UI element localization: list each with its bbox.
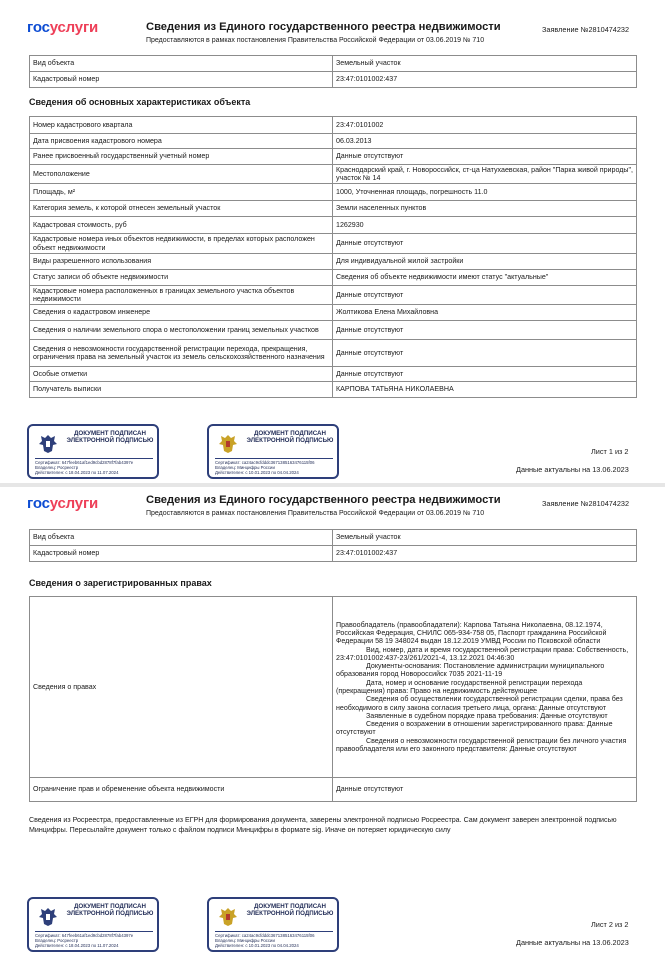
document-title: Сведения из Единого государственного реестра недвижимости — [146, 494, 501, 506]
rights-paragraph: Сведения о возражении в отношении зарегистрированного права: Данные отсутствуют — [336, 720, 613, 737]
row-value: Данные отсутствуют — [333, 367, 637, 382]
row-label: Сведения о правах — [30, 597, 333, 778]
statement-number: Заявление №2810474232 — [542, 499, 630, 508]
stamp-validity: Действителен: с 10.01.2023 по 04.04.2024 — [215, 943, 299, 948]
table-row — [30, 382, 637, 398]
row-value: Земельный участок — [333, 56, 637, 72]
row-value: 1262930 — [333, 217, 637, 234]
row-value: Жолтикова Елена Михайловна — [333, 305, 637, 321]
table-row — [30, 72, 637, 88]
row-label: Вид объекта — [30, 56, 333, 72]
row-label: Номер кадастрового квартала — [30, 117, 333, 134]
russian-coat-of-arms-icon — [216, 905, 240, 929]
sheet-number: Лист 2 из 2 — [591, 920, 629, 929]
row-value: 1000, Уточненная площадь, погрешность 11.0 — [333, 184, 637, 201]
row-label: Кадастровые номера иных объектов недвижимости, в пределах которых расположен объект недвижимости — [30, 234, 333, 254]
table-row — [30, 546, 637, 562]
characteristics-table — [29, 116, 637, 398]
row-value: Данные отсутствуют — [333, 778, 637, 802]
stamp-divider — [35, 458, 153, 459]
row-value: Земельный участок — [333, 530, 637, 546]
stamp-divider — [215, 931, 333, 932]
row-label: Дата присвоения кадастрового номера — [30, 134, 333, 149]
logo-part-gos: гос — [27, 495, 50, 512]
signature-notice: Сведения из Росреестра, предоставленные из ЕГРН для формирования документа, заверены электронной подписью Росреестра. Сам документ заверен электронной подписью Минцифры. Пересылайте документ только с файлом подписи Минцифры в формате sig. Иначе он потеряет юридическую силу — [29, 816, 617, 834]
document-subtitle: Предоставляются в рамках постановления Правительства Российской Федерации от 03.06.2019 № 710 — [146, 37, 485, 44]
stamp-owner: Владелец: Минцифры России — [215, 938, 275, 943]
row-label: Сведения о невозможности государственной регистрации перехода, прекращения, ограничения права на земельный участок из земель сельскохозяйственного назначения — [30, 340, 333, 367]
table-row — [30, 201, 637, 217]
row-label: Ранее присвоенный государственный учетный номер — [30, 149, 333, 165]
row-value: КАРПОВА ТАТЬЯНА НИКОЛАЕВНА — [333, 382, 637, 398]
table-row — [30, 597, 637, 778]
table-row — [30, 234, 637, 254]
object-id-table — [29, 529, 637, 562]
rights-table — [29, 596, 637, 802]
row-value: Краснодарский край, г. Новороссийск, ст-ца Натухаевская, район "Парка живой природы", участок № 14 — [333, 165, 637, 184]
stamp-validity: Действителен: с 10.01.2023 по 04.04.2024 — [215, 470, 299, 475]
stamp-text: ДОКУМЕНТ ПОДПИСАН ЭЛЕКТРОННОЙ ПОДПИСЬЮ — [66, 903, 154, 917]
rights-paragraph: Сведения о невозможности государственной регистрации без личного участия правообладателя или его законного представителя: Данные отсутствуют — [336, 736, 627, 754]
rights-paragraph: Вид, номер, дата и время государственной регистрации права: Собственность, 23:47:0101002:437-23/261/2021-4, 13.12.2021 04:46:30 — [336, 645, 629, 662]
stamp-validity: Действителен: с 18.04.2023 по 11.07.2024 — [35, 470, 119, 475]
row-value: Данные отсутствуют — [333, 321, 637, 340]
gosuslugi-logo — [27, 495, 98, 512]
row-label: Сведения о наличии земельного спора о местоположении границ земельных участков — [30, 321, 333, 340]
row-value: 06.03.2013 — [333, 134, 637, 149]
object-id-table — [29, 55, 637, 88]
row-label: Получатель выписки — [30, 382, 333, 398]
section-title-characteristics: Сведения об основных характеристиках объекта — [29, 97, 251, 107]
row-value: Сведения об объекте недвижимости имеют статус "актуальные" — [333, 270, 637, 286]
mincifry-signature-stamp — [207, 897, 339, 952]
section-title-rights: Сведения о зарегистрированных правах — [29, 578, 212, 588]
stamp-text: ДОКУМЕНТ ПОДПИСАН ЭЛЕКТРОННОЙ ПОДПИСЬЮ — [246, 903, 334, 917]
table-row — [30, 165, 637, 184]
row-value: Данные отсутствуют — [333, 286, 637, 305]
row-label: Кадастровые номера расположенных в границах земельного участка объектов недвижимости — [30, 286, 333, 305]
row-label: Виды разрешенного использования — [30, 254, 333, 270]
table-row — [30, 56, 637, 72]
stamp-certificate: Сертификат: 647feeb61af1ed9cbd2878f7fab4397e — [35, 933, 134, 938]
rosreestr-signature-stamp — [27, 424, 159, 479]
table-row — [30, 778, 637, 802]
row-label: Кадастровая стоимость, руб — [30, 217, 333, 234]
data-actual-date: Данные актуальны на 13.06.2023 — [516, 465, 629, 474]
rights-paragraph: Дата, номер и основание государственной регистрации перехода (прекращения) права: Право на недвижимость действующее — [336, 678, 583, 695]
row-label: Категория земель, к которой отнесен земельный участок — [30, 201, 333, 217]
rosreestr-signature-stamp — [27, 897, 159, 952]
table-row — [30, 217, 637, 234]
stamp-divider — [35, 931, 153, 932]
row-value: Данные отсутствуют — [333, 340, 637, 367]
row-label: Кадастровый номер — [30, 546, 333, 562]
mincifry-signature-stamp — [207, 424, 339, 479]
row-label: Вид объекта — [30, 530, 333, 546]
stamp-validity: Действителен: с 18.04.2023 по 11.07.2024 — [35, 943, 119, 948]
stamp-certificate: Сертификат: ca24ac9cfdddc3671385163476115f06 — [215, 460, 315, 465]
table-row — [30, 286, 637, 305]
russian-coat-of-arms-icon — [36, 432, 60, 456]
table-row — [30, 321, 637, 340]
row-value: 23:47:0101002:437 — [333, 546, 637, 562]
data-actual-date: Данные актуальны на 13.06.2023 — [516, 938, 629, 947]
logo-part-uslugi: услуги — [49, 19, 99, 36]
stamp-owner: Владелец: Минцифры России — [215, 465, 275, 470]
logo-part-uslugi: услуги — [49, 495, 99, 512]
document-page-2 — [0, 487, 665, 960]
table-row — [30, 149, 637, 165]
table-row — [30, 184, 637, 201]
stamp-certificate: Сертификат: ca24ac9cfdddc3671385163476115f06 — [215, 933, 315, 938]
row-label: Местоположение — [30, 165, 333, 184]
table-row — [30, 254, 637, 270]
row-label: Особые отметки — [30, 367, 333, 382]
stamp-text: ДОКУМЕНТ ПОДПИСАН ЭЛЕКТРОННОЙ ПОДПИСЬЮ — [246, 430, 334, 444]
russian-coat-of-arms-icon — [36, 905, 60, 929]
row-label: Площадь, м² — [30, 184, 333, 201]
document-subtitle: Предоставляются в рамках постановления Правительства Российской Федерации от 03.06.2019 № 710 — [146, 510, 485, 517]
stamp-owner: Владелец: Росреестр — [35, 938, 79, 943]
row-value: Данные отсутствуют — [333, 149, 637, 165]
russian-coat-of-arms-icon — [216, 432, 240, 456]
document-title: Сведения из Единого государственного реестра недвижимости — [146, 21, 501, 33]
row-label: Кадастровый номер — [30, 72, 333, 88]
table-row — [30, 117, 637, 134]
table-row — [30, 530, 637, 546]
stamp-certificate: Сертификат: 647feeb61af1ed9cbd2878f7fab4397e — [35, 460, 134, 465]
table-row — [30, 270, 637, 286]
stamp-text: ДОКУМЕНТ ПОДПИСАН ЭЛЕКТРОННОЙ ПОДПИСЬЮ — [66, 430, 154, 444]
gosuslugi-logo — [27, 19, 98, 36]
table-row — [30, 134, 637, 149]
stamp-divider — [215, 458, 333, 459]
statement-number: Заявление №2810474232 — [542, 25, 630, 34]
row-label: Сведения о кадастровом инженере — [30, 305, 333, 321]
row-value: Для индивидуальной жилой застройки — [333, 254, 637, 270]
sheet-number: Лист 1 из 2 — [591, 447, 629, 456]
table-row — [30, 305, 637, 321]
stamp-owner: Владелец: Росреестр — [35, 465, 79, 470]
row-value: Данные отсутствуют — [333, 234, 637, 254]
rights-details — [333, 597, 637, 778]
logo-part-gos: гос — [27, 19, 50, 36]
row-label: Статус записи об объекте недвижимости — [30, 270, 333, 286]
table-row — [30, 340, 637, 367]
rights-paragraph: Сведения об осуществлении государственной регистрации сделки, права без необходимого в силу закона согласия третьего лица, органа: Данные отсутствуют — [336, 695, 623, 712]
rights-paragraph: Документы-основания: Постановление администрации муниципального образования город Новороссийск 7035 2021-11-19 — [336, 662, 605, 679]
row-value: Земли населенных пунктов — [333, 201, 637, 217]
row-label: Ограничение прав и обременение объекта недвижимости — [30, 778, 333, 802]
row-value: 23:47:0101002:437 — [333, 72, 637, 88]
rights-paragraph: Правообладатель (правообладатели): Карпова Татьяна Николаевна, 08.12.1974, Российская Федерация, СНИЛС 065-934-758 05, Паспорт гражданина Российской Федерации 58 19 348024 выдан 18.12.2019 УМВД России по Псковской области — [336, 620, 607, 646]
rights-paragraph: Заявленные в судебном порядке права требования: Данные отсутствуют — [366, 711, 608, 720]
row-value: 23:47:0101002 — [333, 117, 637, 134]
table-row — [30, 367, 637, 382]
